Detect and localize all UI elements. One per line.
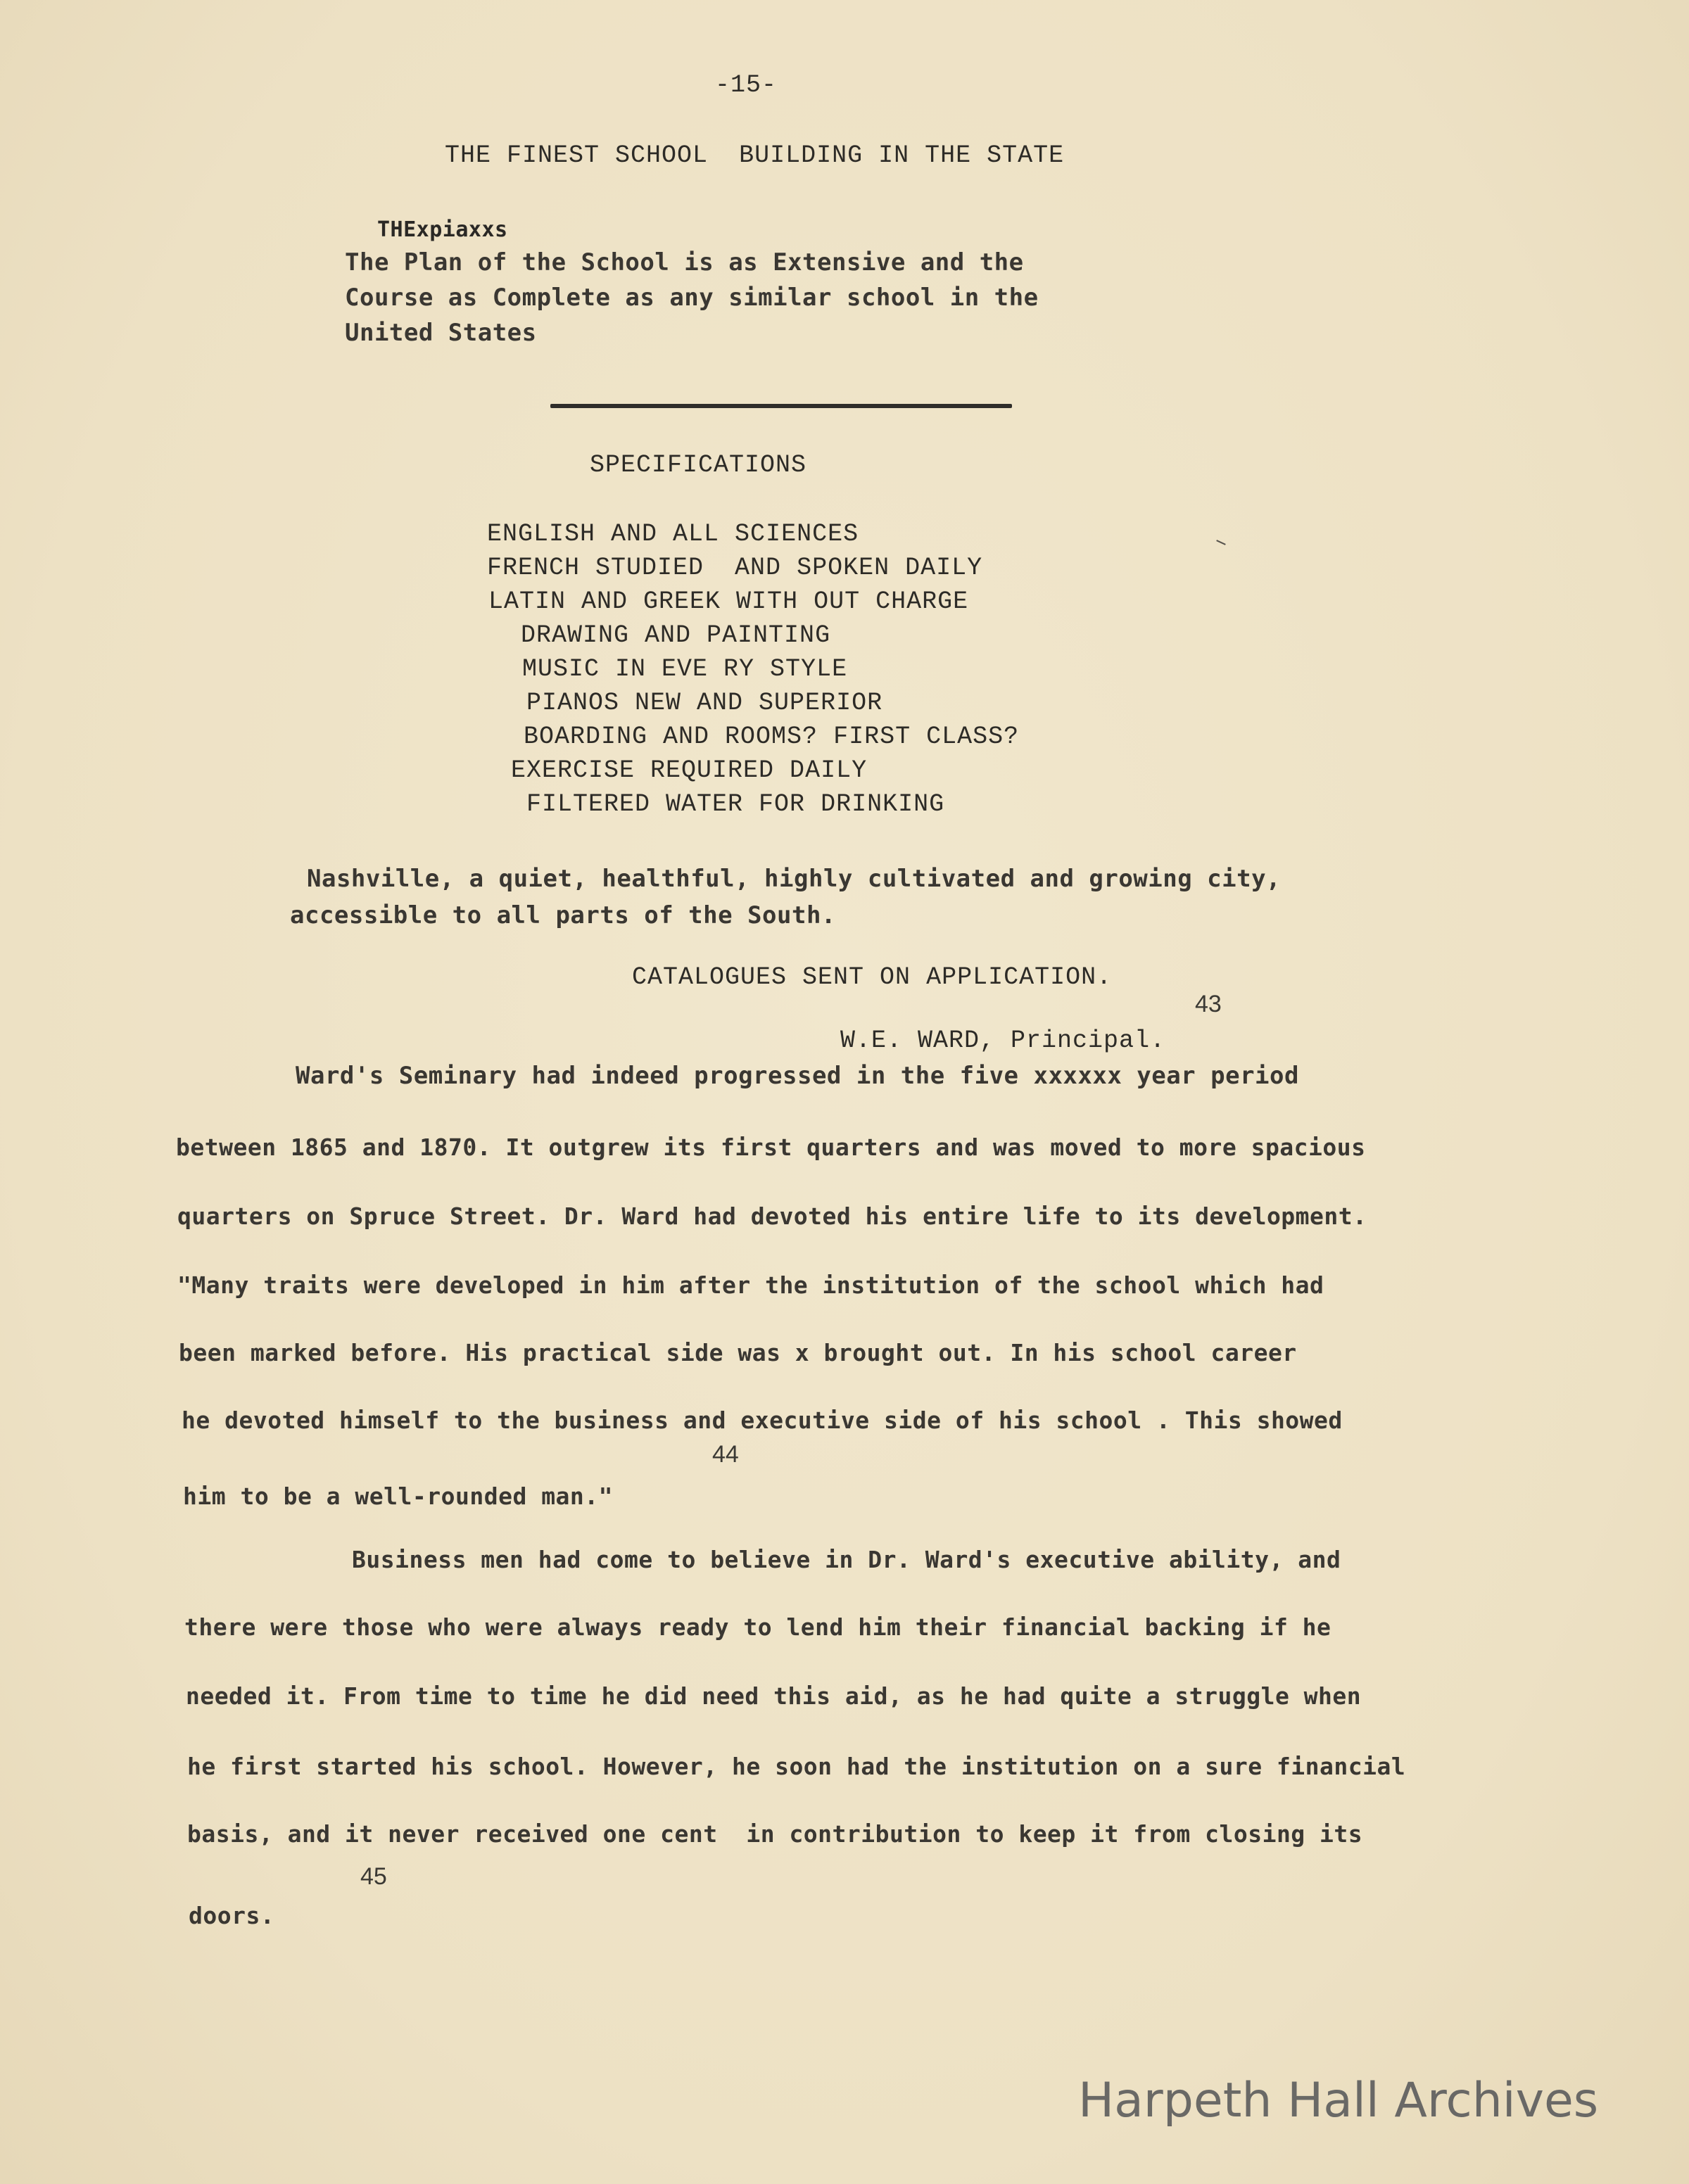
paragraph-line: been marked before. His practical side was x brought out. In his school career: [179, 1339, 1297, 1366]
footnote-number-45: 45: [360, 1863, 387, 1890]
page-number: -15-: [715, 71, 778, 99]
specification-item: ENGLISH AND ALL SCIENCES: [487, 520, 859, 548]
paragraph-line: quarters on Spruce Street. Dr. Ward had devoted his entire life to its development.: [177, 1202, 1367, 1230]
paragraph-line: he first started his school. However, he soon had the institution on a sure financial: [187, 1753, 1406, 1780]
intro-line: Course as Complete as any similar school in the: [345, 284, 1039, 312]
principal-signature: W.E. WARD, Principal.: [840, 1027, 1166, 1055]
stray-mark: [1216, 540, 1226, 545]
specification-item: FILTERED WATER FOR DRINKING: [526, 790, 945, 818]
nashville-line: accessible to all parts of the South.: [290, 901, 836, 929]
paragraph-line: doors.: [189, 1902, 275, 1929]
paragraph-line: "Many traits were developed in him after the institution of the school which had: [177, 1271, 1324, 1299]
specification-item: EXERCISE REQUIRED DAILY: [511, 756, 868, 785]
paragraph-line: Business men had come to believe in Dr. Ward's executive ability, and: [352, 1546, 1341, 1573]
paragraph-line: him to be a well-rounded man.": [183, 1483, 614, 1510]
specification-item: LATIN AND GREEK WITH OUT CHARGE: [488, 588, 969, 616]
catalogues-line: CATALOGUES SENT ON APPLICATION.: [632, 963, 1113, 991]
paragraph-line: there were those who were always ready to lend him their financial backing if he: [184, 1613, 1331, 1641]
specification-item: DRAWING AND PAINTING: [521, 621, 831, 649]
intro-line: United States: [345, 319, 537, 347]
specification-item: FRENCH STUDIED AND SPOKEN DAILY: [487, 554, 983, 582]
paragraph-line: needed it. From time to time he did need this aid, as he had quite a struggle when: [186, 1682, 1362, 1710]
nashville-line: Nashville, a quiet, healthful, highly cultivated and growing city,: [307, 865, 1282, 893]
intro-line: The Plan of the School is as Extensive and the: [345, 248, 1024, 277]
specifications-heading: SPECIFICATIONS: [590, 451, 807, 479]
struck-text: THExpiaxxs: [377, 217, 508, 242]
paragraph-line: between 1865 and 1870. It outgrew its first quarters and was moved to more spacious: [176, 1134, 1366, 1161]
specification-item: BOARDING AND ROOMS? FIRST CLASS?: [524, 723, 1020, 751]
paragraph-line: Ward's Seminary had indeed progressed in the five xxxxxx year period: [296, 1062, 1299, 1090]
footnote-number-43: 43: [1195, 991, 1222, 1017]
specification-item: PIANOS NEW AND SUPERIOR: [526, 689, 883, 717]
specification-item: MUSIC IN EVE RY STYLE: [522, 655, 848, 683]
horizontal-rule: [550, 404, 1012, 408]
paragraph-line: basis, and it never received one cent in contribution to keep it from closing its: [187, 1820, 1363, 1848]
paragraph-line: he devoted himself to the business and executive side of his school . This showed: [182, 1407, 1343, 1434]
archive-watermark: Harpeth Hall Archives: [1078, 2073, 1599, 2128]
footnote-number-44: 44: [712, 1441, 739, 1468]
page-title: THE FINEST SCHOOL BUILDING IN THE STATE: [445, 141, 1065, 170]
